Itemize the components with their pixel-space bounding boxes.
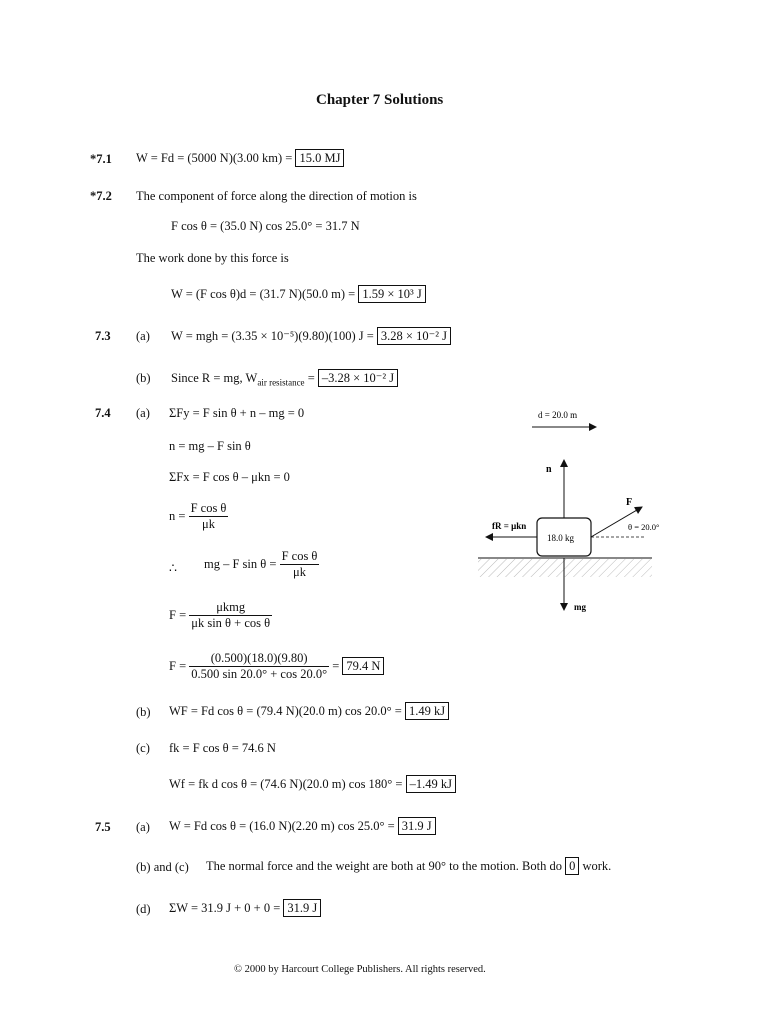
problem-7-3-b-subscript: air resistance: [257, 377, 305, 388]
equation-sum-fy: ΣFy = F sin θ + n – mg = 0: [169, 406, 305, 420]
equation-n: n = mg – F sin θ: [169, 439, 251, 453]
copyright-footer: © 2000 by Harcourt College Publishers. All rights reserved.: [234, 964, 486, 975]
problem-7-5-d-equation: [169, 901, 321, 916]
F-numerator: μkmg: [216, 600, 246, 614]
problem-7-2-equation-2: [171, 287, 426, 302]
problem-7-5-bc-text: The normal force and the weight are both at 90° to the motion. Both do: [206, 859, 562, 873]
therefore-lhs: mg – F sin θ =: [204, 557, 280, 571]
problem-7-4-c-expression: Wf = fk d cos θ = (74.6 N)(20.0 m) cos 180° =: [169, 777, 406, 791]
problem-7-5-bc-statement: [206, 859, 611, 874]
equation-therefore: [204, 549, 319, 580]
block-mass-label: 18.0 kg: [547, 533, 574, 543]
problem-7-5-a-equation: [169, 819, 436, 834]
n-fraction: [189, 501, 229, 532]
equation-F-symbolic: [169, 600, 272, 631]
problem-7-5-a-answer: 31.9 J: [398, 817, 436, 835]
therefore-denominator: μk: [280, 564, 320, 580]
problem-7-2-answer: 1.59 × 10³ J: [358, 285, 425, 303]
problem-7-4-c-equation-2: [169, 777, 456, 792]
problem-7-4-c-answer: –1.49 kJ: [406, 775, 456, 793]
problem-7-2-equation-1: F cos θ = (35.0 N) cos 25.0° = 31.7 N: [171, 219, 360, 233]
problem-7-2-expression: W = (F cos θ)d = (31.7 N)(50.0 m) =: [171, 287, 359, 301]
part-label-7-4-a: (a): [136, 406, 150, 420]
n-denominator: μk: [189, 516, 229, 532]
normal-force-label: n: [546, 464, 552, 475]
free-body-diagram: [470, 400, 670, 620]
problem-7-3-a-equation: [171, 328, 451, 344]
weight-label: mg: [574, 602, 586, 612]
F-denominator: μk sin θ + cos θ: [191, 616, 271, 630]
part-label-7-3-a: (a): [136, 329, 150, 343]
problem-7-3-b-equation: [171, 370, 398, 388]
applied-force-label: F: [626, 497, 633, 508]
problem-7-5-d-expression: ΣW = 31.9 J + 0 + 0 =: [169, 901, 284, 915]
F-fraction: [189, 600, 272, 631]
problem-7-2-text-2: The work done by this force is: [136, 251, 289, 265]
problem-number-7-3: 7.3: [95, 329, 111, 343]
F-lhs: F =: [169, 608, 190, 622]
displacement-label: d = 20.0 m: [538, 410, 578, 420]
problem-number-7-2: *7.2: [90, 189, 112, 203]
problem-7-5-a-expression: W = Fd cos θ = (16.0 N)(2.20 m) cos 25.0° =: [169, 819, 398, 833]
F2-fraction: [189, 651, 329, 682]
equation-sum-fx: ΣFx = F cos θ – μkn = 0: [169, 470, 290, 484]
angle-label: θ = 20.0°: [628, 522, 660, 532]
equation-F-numeric: [169, 651, 384, 682]
problem-7-5-d-answer: 31.9 J: [283, 899, 321, 917]
F2-denominator: 0.500 sin 20.0° + cos 20.0°: [191, 667, 328, 681]
page-title: Chapter 7 Solutions: [316, 92, 444, 108]
problem-7-4-b-equation: [169, 704, 449, 719]
friction-label: fR = μkn: [492, 521, 527, 531]
ground-hatching: [478, 559, 652, 577]
problem-7-3-b-equals: =: [304, 371, 318, 385]
therefore-symbol: ∴: [169, 561, 177, 575]
part-label-7-5-d: (d): [136, 902, 151, 916]
n-numerator: F cos θ: [190, 501, 227, 515]
therefore-fraction: [280, 549, 320, 580]
problem-7-3-b-answer: –3.28 × 10⁻² J: [318, 369, 398, 387]
problem-7-3-a-answer: 3.28 × 10⁻² J: [377, 327, 451, 345]
problem-number-7-1: *7.1: [90, 152, 112, 166]
problem-number-7-5: 7.5: [95, 820, 111, 834]
n-lhs: n =: [169, 509, 189, 523]
problem-7-5-bc-tail: work.: [582, 859, 612, 873]
F2-equals: =: [329, 659, 343, 673]
problem-7-3-b-expression: Since R = mg, W: [171, 371, 258, 385]
F2-lhs: F =: [169, 659, 190, 673]
problem-7-5-bc-answer: 0: [565, 857, 579, 875]
F2-numerator: (0.500)(18.0)(9.80): [210, 651, 308, 665]
part-label-7-5-a: (a): [136, 820, 150, 834]
problem-7-4-b-answer: 1.49 kJ: [405, 702, 449, 720]
problem-7-4-b-expression: WF = Fd cos θ = (79.4 N)(20.0 m) cos 20.0° =: [169, 704, 405, 718]
problem-number-7-4: 7.4: [95, 406, 111, 420]
problem-7-3-a-expression: W = mgh = (3.35 × 10⁻⁵)(9.80)(100) J =: [171, 329, 377, 343]
therefore-numerator: F cos θ: [281, 549, 318, 563]
problem-7-1-equation: [136, 151, 344, 166]
part-label-7-5-bc: (b) and (c): [136, 860, 189, 874]
problem-7-1-answer: 15.0 MJ: [295, 149, 344, 167]
problem-7-1-expression: W = Fd = (5000 N)(3.00 km) =: [136, 151, 296, 165]
problem-7-2-text-1: The component of force along the direction of motion is: [136, 189, 417, 203]
part-label-7-3-b: (b): [136, 371, 151, 385]
part-label-7-4-c: (c): [136, 741, 150, 755]
problem-7-4-a-answer: 79.4 N: [342, 657, 384, 675]
equation-n-fraction: [169, 501, 228, 532]
part-label-7-4-b: (b): [136, 705, 151, 719]
problem-7-4-c-equation-1: fk = F cos θ = 74.6 N: [169, 741, 276, 755]
